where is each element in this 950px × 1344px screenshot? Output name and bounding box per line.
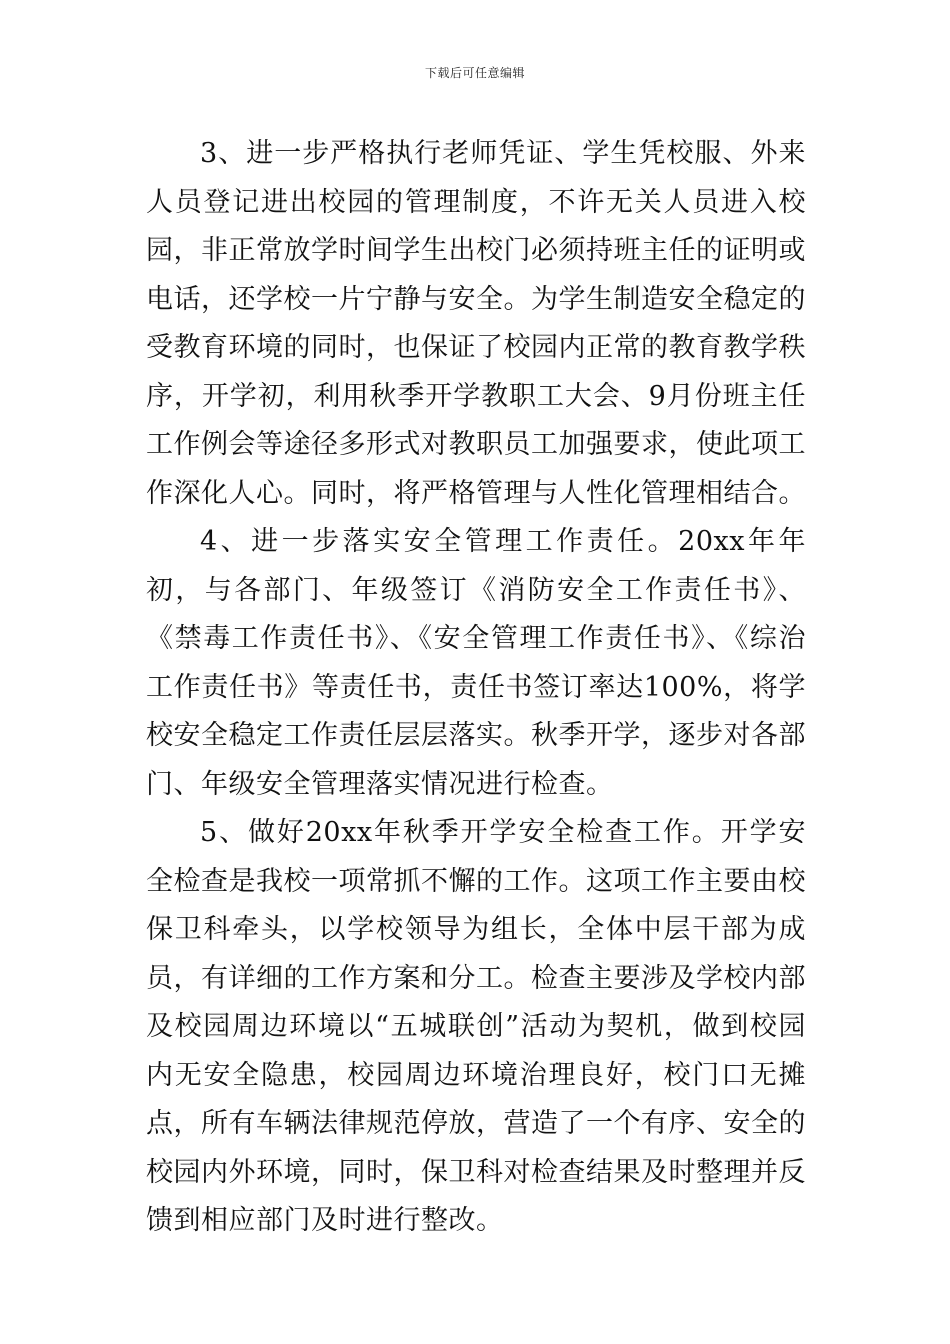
paragraph-item-4: 4、进一步落实安全管理工作责任。20xx年年初，与各部门、年级签订《消防安全工作责任书》、《禁毒工作责任书》、《安全管理工作责任书》、《综治工作责任书》等责任书，责任书签订率达100%，将学校安全稳定工作责任层层落实。秋季开学，逐步对各部门、年级安全管理落实情况进行检查。 [146,526,806,800]
paragraph-item-3: 3、进一步严格执行老师凭证、学生凭校服、外来人员登记进出校园的管理制度，不许无关人员进入校园，非正常放学时间学生出校门必须持班主任的证明或电话，还学校一片宁静与安全。为学生制造安全稳定的受教育环境的同时，也保证了校园内正常的教育教学秩序，开学初，利用秋季开学教职工大会、9月份班主任工作例会等途径多形式对教职员工加强要求，使此项工作深化人心。同时，将严格管理与人性化管理相结合。 [146,138,806,509]
paragraph-item-5: 5、做好20xx年秋季开学安全检查工作。开学安全检查是我校一项常抓不懈的工作。这项工作主要由校保卫科牵头，以学校领导为组长，全体中层干部为成员，有详细的工作方案和分工。检查主要涉及学校内部及校园周边环境以“五城联创”活动为契机，做到校园内无安全隐患，校园周边环境治理良好，校门口无摊点，所有车辆法律规范停放，营造了一个有序、安全的校园内外环境，同时，保卫科对检查结果及时整理并反馈到相应部门及时进行整改。 [146,817,806,1236]
page-header: 下载后可任意编辑 [424,66,525,80]
document-body [146,130,806,1246]
